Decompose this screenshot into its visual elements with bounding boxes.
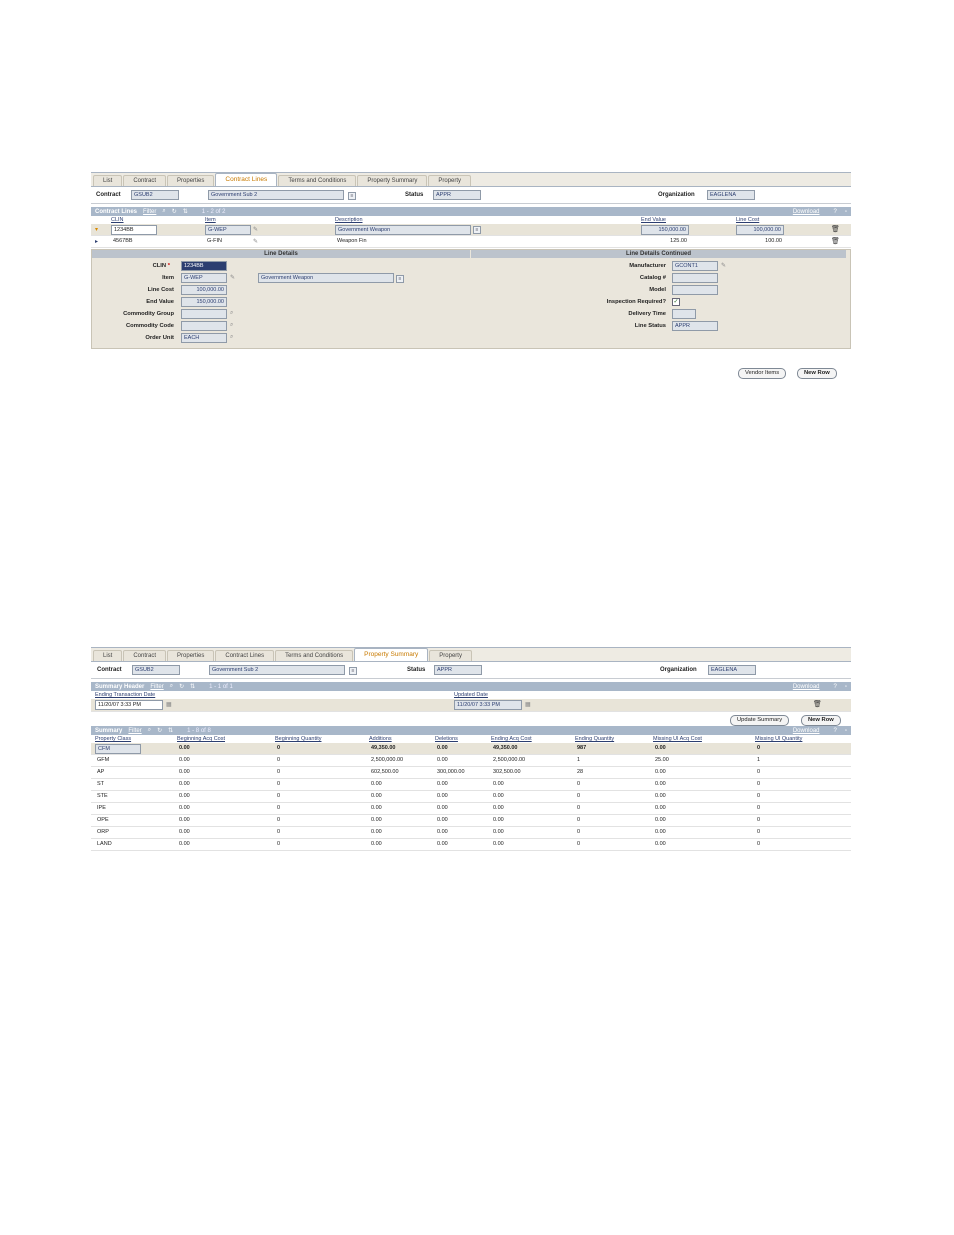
col-clin[interactable]: CLIN bbox=[111, 217, 124, 223]
summary-header-title: Summary Header bbox=[95, 683, 145, 690]
collapse-icon[interactable]: ▫ bbox=[844, 208, 847, 215]
summary-column-headers bbox=[91, 735, 851, 743]
property-class-cell: IPE bbox=[97, 805, 106, 811]
download-link[interactable]: Download bbox=[792, 727, 820, 734]
col-additions[interactable]: Additions bbox=[369, 736, 392, 742]
ending-quantity-cell: 987 bbox=[577, 745, 587, 751]
beginning-quantity-cell: 0 bbox=[277, 781, 281, 787]
end-value-cell: 125.00 bbox=[670, 238, 687, 244]
missing-ul-quantity-cell: 0 bbox=[757, 781, 761, 787]
table-row[interactable] bbox=[91, 743, 851, 755]
pin-icon[interactable]: ✎ bbox=[721, 263, 727, 269]
clin-label bbox=[92, 263, 170, 269]
contract-lines-column-headers bbox=[91, 216, 851, 224]
tab-contract[interactable]: Contract bbox=[123, 175, 166, 186]
beginning-quantity-cell: 0 bbox=[277, 745, 281, 751]
end-value-field[interactable]: 150,000.00 bbox=[181, 297, 227, 307]
tab-property-summary[interactable]: Property Summary bbox=[354, 648, 428, 661]
commodity-code-field[interactable] bbox=[181, 321, 227, 331]
ending-quantity-cell: 28 bbox=[577, 769, 584, 775]
property-class-cell: STE bbox=[97, 793, 108, 799]
table-row[interactable] bbox=[91, 827, 851, 839]
ending-acq-cost-cell: 0.00 bbox=[493, 841, 504, 847]
binoculars-icon[interactable]: ⌕ bbox=[169, 683, 174, 689]
contract-header bbox=[91, 662, 851, 679]
tab-list[interactable]: List bbox=[93, 650, 122, 661]
beginning-acq-cost-cell: 0.00 bbox=[179, 829, 190, 835]
contract-description-field[interactable]: Government Sub 2 bbox=[208, 190, 344, 200]
ending-acq-cost-cell: 0.00 bbox=[493, 829, 504, 835]
updated-date-field[interactable]: 11/20/07 3:33 PM bbox=[454, 700, 522, 710]
line-details-panel bbox=[91, 249, 851, 349]
sort-icon[interactable]: ⇅ bbox=[168, 728, 174, 734]
missing-ul-acq-cost-cell: 0.00 bbox=[655, 817, 666, 823]
trash-icon[interactable]: 🗑 bbox=[813, 701, 822, 708]
description-lookup-icon[interactable]: ≡ bbox=[348, 192, 356, 200]
deletions-cell: 0.00 bbox=[437, 757, 448, 763]
additions-cell: 0.00 bbox=[371, 841, 382, 847]
contract-description-field[interactable]: Government Sub 2 bbox=[209, 665, 345, 675]
property-class-cell: ORP bbox=[97, 829, 109, 835]
ending-transaction-date-field[interactable]: 11/20/07 3:33 PM bbox=[95, 700, 163, 710]
commodity-code-label: Commodity Code bbox=[126, 323, 174, 329]
tab-property[interactable]: Property bbox=[429, 650, 472, 661]
beginning-acq-cost-cell: 0.00 bbox=[179, 769, 190, 775]
beginning-quantity-cell: 0 bbox=[277, 769, 281, 775]
additions-cell: 0.00 bbox=[371, 805, 382, 811]
ending-acq-cost-cell: 2,500,000.00 bbox=[493, 757, 526, 763]
summary-header-toolbar bbox=[91, 682, 851, 691]
line-cost-field[interactable]: 100,000.00 bbox=[181, 285, 227, 295]
missing-ul-quantity-cell: 0 bbox=[757, 793, 761, 799]
property-class-cell: GFM bbox=[97, 757, 110, 763]
table-row[interactable] bbox=[91, 224, 851, 236]
contract-label: Contract bbox=[97, 667, 122, 673]
grid-title: Contract Lines bbox=[95, 208, 138, 215]
status-field[interactable]: APPR bbox=[433, 190, 481, 200]
item-label: Item bbox=[162, 275, 174, 281]
deletions-cell: 0.00 bbox=[437, 841, 448, 847]
missing-ul-acq-cost-cell: 0.00 bbox=[655, 793, 666, 799]
row-expand-icon[interactable]: ▸ bbox=[95, 239, 99, 245]
help-icon[interactable]: ? bbox=[833, 208, 837, 215]
manufacturer-label: Manufacturer bbox=[629, 263, 666, 269]
beginning-acq-cost-cell: 0.00 bbox=[179, 757, 190, 763]
missing-ul-quantity-cell: 0 bbox=[757, 769, 761, 775]
contract-lines-toolbar bbox=[91, 207, 851, 216]
beginning-quantity-cell: 0 bbox=[277, 829, 281, 835]
tab-property-summary[interactable]: Property Summary bbox=[357, 175, 427, 186]
description-lookup-icon[interactable]: ≡ bbox=[473, 226, 481, 234]
contract-header bbox=[91, 187, 851, 204]
summary-header-columns bbox=[91, 691, 851, 699]
description-cell: Weapon Fin bbox=[337, 238, 367, 244]
deletions-cell: 0.00 bbox=[437, 745, 448, 751]
col-property-class[interactable]: Property Class bbox=[95, 736, 132, 742]
pin-icon[interactable]: ✎ bbox=[230, 275, 236, 281]
delivery-time-field[interactable] bbox=[672, 309, 696, 319]
col-line-cost[interactable]: Line Cost bbox=[736, 217, 760, 223]
status-label: Status bbox=[405, 192, 424, 198]
col-ending-quantity[interactable]: Ending Quantity bbox=[575, 736, 615, 742]
table-row[interactable] bbox=[91, 839, 851, 851]
pin-icon[interactable]: ✎ bbox=[253, 239, 259, 245]
refresh-icon[interactable]: ↻ bbox=[179, 684, 185, 690]
model-field[interactable] bbox=[672, 285, 718, 295]
beginning-quantity-cell: 0 bbox=[277, 805, 281, 811]
calendar-icon[interactable]: ▦ bbox=[166, 702, 172, 708]
additions-cell: 0.00 bbox=[371, 829, 382, 835]
inspection-required-label: Inspection Required? bbox=[606, 299, 666, 305]
ending-quantity-cell: 0 bbox=[577, 841, 581, 847]
clin-label-text: CLIN bbox=[152, 263, 167, 269]
clin-cell[interactable]: 1234BB bbox=[111, 225, 157, 235]
lookup-icon[interactable]: ⌕ bbox=[230, 322, 234, 328]
beginning-quantity-cell: 0 bbox=[277, 817, 281, 823]
col-updated-date[interactable]: Updated Date bbox=[454, 692, 488, 698]
table-row[interactable] bbox=[91, 779, 851, 791]
summary-title: Summary bbox=[95, 727, 123, 734]
summary-actions bbox=[91, 712, 851, 726]
tab-properties[interactable]: Properties bbox=[167, 175, 214, 186]
end-value-label: End Value bbox=[146, 299, 174, 305]
pin-icon[interactable]: ✎ bbox=[253, 227, 259, 233]
table-row[interactable] bbox=[91, 815, 851, 827]
col-deletions[interactable]: Deletions bbox=[435, 736, 458, 742]
collapse-icon[interactable]: ▫ bbox=[844, 683, 847, 690]
ending-acq-cost-cell: 0.00 bbox=[493, 781, 504, 787]
summary-table-body bbox=[91, 743, 851, 851]
description-lookup-icon[interactable]: ≡ bbox=[349, 667, 357, 675]
organization-label: Organization bbox=[658, 192, 695, 198]
ending-acq-cost-cell: 49,350.00 bbox=[493, 745, 518, 751]
line-status-field[interactable]: APPR bbox=[672, 321, 718, 331]
additions-cell: 0.00 bbox=[371, 817, 382, 823]
summary-toolbar bbox=[91, 726, 851, 735]
missing-ul-acq-cost-cell: 0.00 bbox=[655, 781, 666, 787]
ending-acq-cost-cell: 0.00 bbox=[493, 793, 504, 799]
beginning-acq-cost-cell: 0.00 bbox=[179, 805, 190, 811]
missing-ul-acq-cost-cell: 0.00 bbox=[655, 805, 666, 811]
ending-acq-cost-cell: 0.00 bbox=[493, 817, 504, 823]
property-summary-screenshot bbox=[91, 647, 851, 872]
binoculars-icon[interactable]: ⌕ bbox=[162, 208, 166, 214]
item-cell[interactable]: G-WEP bbox=[205, 225, 251, 235]
beginning-acq-cost-cell: 0.00 bbox=[179, 745, 190, 751]
col-item[interactable]: Item bbox=[205, 217, 216, 223]
sort-icon[interactable]: ⇅ bbox=[190, 684, 196, 690]
line-cost-label: Line Cost bbox=[147, 287, 174, 293]
ending-acq-cost-cell: 302,500.00 bbox=[493, 769, 521, 775]
item-lookup-icon[interactable]: ≡ bbox=[396, 275, 404, 283]
clin-cell: 4567BB bbox=[113, 238, 133, 244]
line-details-title: Line Details bbox=[92, 250, 470, 258]
trash-icon[interactable]: 🗑 bbox=[831, 226, 840, 233]
additions-cell: 602,500.00 bbox=[371, 769, 399, 775]
commodity-group-label: Commodity Group bbox=[123, 311, 174, 317]
missing-ul-acq-cost-cell: 0.00 bbox=[655, 769, 666, 775]
additions-cell: 0.00 bbox=[371, 793, 382, 799]
status-field[interactable]: APPR bbox=[434, 665, 482, 675]
download-link[interactable]: Download bbox=[792, 683, 820, 690]
missing-ul-quantity-cell: 1 bbox=[757, 757, 761, 763]
col-beginning-acq-cost[interactable]: Beginning Acq Cost bbox=[177, 736, 226, 742]
inspection-required-checkbox[interactable]: ✓ bbox=[673, 299, 679, 305]
line-cost-cell[interactable]: 100,000.00 bbox=[736, 225, 784, 235]
organization-field[interactable]: EAGLENA bbox=[708, 665, 756, 675]
row-selected-indicator: ▾ bbox=[95, 227, 99, 233]
status-label: Status bbox=[407, 667, 426, 673]
tab-contract-lines[interactable]: Contract Lines bbox=[215, 650, 274, 661]
update-summary-button[interactable]: Update Summary bbox=[730, 715, 789, 726]
manufacturer-field[interactable]: GCONT1 bbox=[672, 261, 718, 271]
trash-icon[interactable]: 🗑 bbox=[831, 238, 840, 245]
filter-link[interactable]: Filter bbox=[150, 683, 164, 690]
end-value-cell[interactable]: 150,000.00 bbox=[641, 225, 689, 235]
property-class-cell: ST bbox=[97, 781, 105, 787]
beginning-acq-cost-cell: 0.00 bbox=[179, 841, 190, 847]
download-link[interactable]: Download bbox=[792, 208, 820, 215]
contract-lines-screenshot bbox=[91, 172, 851, 382]
filter-link[interactable]: Filter bbox=[143, 208, 157, 215]
missing-ul-acq-cost-cell: 0.00 bbox=[655, 829, 666, 835]
col-end-value[interactable]: End Value bbox=[641, 217, 666, 223]
table-row[interactable] bbox=[91, 699, 851, 712]
table-row[interactable] bbox=[91, 236, 851, 248]
ending-quantity-cell: 0 bbox=[577, 805, 581, 811]
lookup-icon[interactable]: ⌕ bbox=[230, 334, 234, 340]
pager-text: 1 - 1 of 1 bbox=[209, 683, 233, 690]
filter-link[interactable]: Filter bbox=[128, 727, 142, 734]
beginning-acq-cost-cell: 0.00 bbox=[179, 781, 190, 787]
tab-list[interactable]: List bbox=[93, 175, 122, 186]
tab-contract-lines[interactable]: Contract Lines bbox=[215, 173, 277, 186]
deletions-cell: 0.00 bbox=[437, 781, 448, 787]
property-class-cell[interactable]: CFM bbox=[95, 744, 141, 754]
vendor-items-button[interactable]: Vendor Items bbox=[738, 368, 786, 379]
col-ending-transaction-date[interactable]: Ending Transaction Date bbox=[95, 692, 156, 698]
sort-icon[interactable]: ⇅ bbox=[182, 209, 188, 215]
collapse-icon[interactable]: ▫ bbox=[844, 727, 847, 734]
delivery-time-label: Delivery Time bbox=[628, 311, 666, 317]
required-marker: * bbox=[167, 263, 170, 269]
help-icon[interactable]: ? bbox=[833, 727, 837, 734]
beginning-quantity-cell: 0 bbox=[277, 841, 281, 847]
missing-ul-quantity-cell: 0 bbox=[757, 805, 761, 811]
ending-quantity-cell: 0 bbox=[577, 793, 581, 799]
deletions-cell: 0.00 bbox=[437, 817, 448, 823]
refresh-icon[interactable]: ↻ bbox=[157, 728, 163, 734]
tab-terms-and-conditions[interactable]: Terms and Conditions bbox=[275, 650, 353, 661]
binoculars-icon[interactable]: ⌕ bbox=[147, 727, 152, 733]
contract-code-field[interactable]: GSUB2 bbox=[132, 665, 180, 675]
property-class-cell: AP bbox=[97, 769, 105, 775]
new-row-button[interactable]: New Row bbox=[797, 368, 837, 379]
missing-ul-quantity-cell: 0 bbox=[757, 841, 761, 847]
beginning-acq-cost-cell: 0.00 bbox=[179, 817, 190, 823]
ending-quantity-cell: 0 bbox=[577, 781, 581, 787]
tab-bar bbox=[91, 647, 851, 662]
item-field[interactable]: G-WEP bbox=[181, 273, 227, 283]
property-class-cell: LAND bbox=[97, 841, 112, 847]
ending-quantity-cell: 0 bbox=[577, 829, 581, 835]
additions-cell: 49,350.00 bbox=[371, 745, 396, 751]
additions-cell: 0.00 bbox=[371, 781, 382, 787]
clin-field[interactable]: 1234BB bbox=[181, 261, 227, 271]
commodity-group-field[interactable] bbox=[181, 309, 227, 319]
deletions-cell: 0.00 bbox=[437, 793, 448, 799]
deletions-cell: 0.00 bbox=[437, 829, 448, 835]
missing-ul-quantity-cell: 0 bbox=[757, 745, 761, 751]
catalog-label: Catalog # bbox=[639, 275, 666, 281]
model-label: Model bbox=[649, 287, 666, 293]
refresh-icon[interactable]: ↻ bbox=[171, 209, 177, 215]
table-row[interactable] bbox=[91, 755, 851, 767]
new-row-button[interactable]: New Row bbox=[801, 715, 841, 726]
col-ending-acq-cost[interactable]: Ending Acq Cost bbox=[491, 736, 532, 742]
organization-field[interactable]: EAGLENA bbox=[707, 190, 755, 200]
item-description-field[interactable]: Government Weapon bbox=[258, 273, 394, 283]
beginning-quantity-cell: 0 bbox=[277, 793, 281, 799]
ending-acq-cost-cell: 0.00 bbox=[493, 805, 504, 811]
organization-label: Organization bbox=[660, 667, 697, 673]
beginning-acq-cost-cell: 0.00 bbox=[179, 793, 190, 799]
missing-ul-quantity-cell: 0 bbox=[757, 817, 761, 823]
order-unit-label: Order Unit bbox=[145, 335, 174, 341]
col-missing-ul-acq-cost[interactable]: Missing Ul Acq Cost bbox=[653, 736, 702, 742]
additions-cell: 2,500,000.00 bbox=[371, 757, 404, 763]
tab-properties[interactable]: Properties bbox=[167, 650, 214, 661]
lookup-icon[interactable]: ⌕ bbox=[230, 310, 234, 316]
missing-ul-acq-cost-cell: 0.00 bbox=[655, 745, 666, 751]
missing-ul-acq-cost-cell: 25.00 bbox=[655, 757, 669, 763]
order-unit-field[interactable]: EACH bbox=[181, 333, 227, 343]
deletions-cell: 300,000.00 bbox=[437, 769, 465, 775]
table-row[interactable] bbox=[91, 803, 851, 815]
ending-quantity-cell: 0 bbox=[577, 817, 581, 823]
table-row[interactable] bbox=[91, 791, 851, 803]
missing-ul-quantity-cell: 0 bbox=[757, 829, 761, 835]
pager-text: 1 - 8 of 8 bbox=[187, 727, 211, 734]
deletions-cell: 0.00 bbox=[437, 805, 448, 811]
col-missing-ul-quantity[interactable]: Missing Ul Quantity bbox=[755, 736, 803, 742]
tab-bar bbox=[91, 172, 851, 187]
tab-property[interactable]: Property bbox=[428, 175, 471, 186]
table-row[interactable] bbox=[91, 767, 851, 779]
pager-text: 1 - 2 of 2 bbox=[201, 208, 226, 215]
missing-ul-acq-cost-cell: 0.00 bbox=[655, 841, 666, 847]
contract-code-field[interactable]: GSUB2 bbox=[131, 190, 179, 200]
tab-contract[interactable]: Contract bbox=[123, 650, 166, 661]
col-description[interactable]: Description bbox=[335, 217, 363, 223]
description-cell[interactable]: Government Weapon bbox=[335, 225, 471, 235]
ending-quantity-cell: 1 bbox=[577, 757, 581, 763]
line-status-label: Line Status bbox=[634, 323, 666, 329]
catalog-field[interactable] bbox=[672, 273, 718, 283]
property-class-cell: OPE bbox=[97, 817, 109, 823]
line-cost-cell: 100.00 bbox=[765, 238, 782, 244]
help-icon[interactable]: ? bbox=[833, 683, 837, 690]
item-cell: G-FIN bbox=[207, 238, 222, 244]
tab-terms-and-conditions[interactable]: Terms and Conditions bbox=[278, 175, 356, 186]
col-beginning-quantity[interactable]: Beginning Quantity bbox=[275, 736, 322, 742]
calendar-icon[interactable]: ▦ bbox=[525, 702, 531, 708]
contract-label: Contract bbox=[96, 192, 121, 198]
line-details-continued-title: Line Details Continued bbox=[471, 250, 846, 258]
beginning-quantity-cell: 0 bbox=[277, 757, 281, 763]
